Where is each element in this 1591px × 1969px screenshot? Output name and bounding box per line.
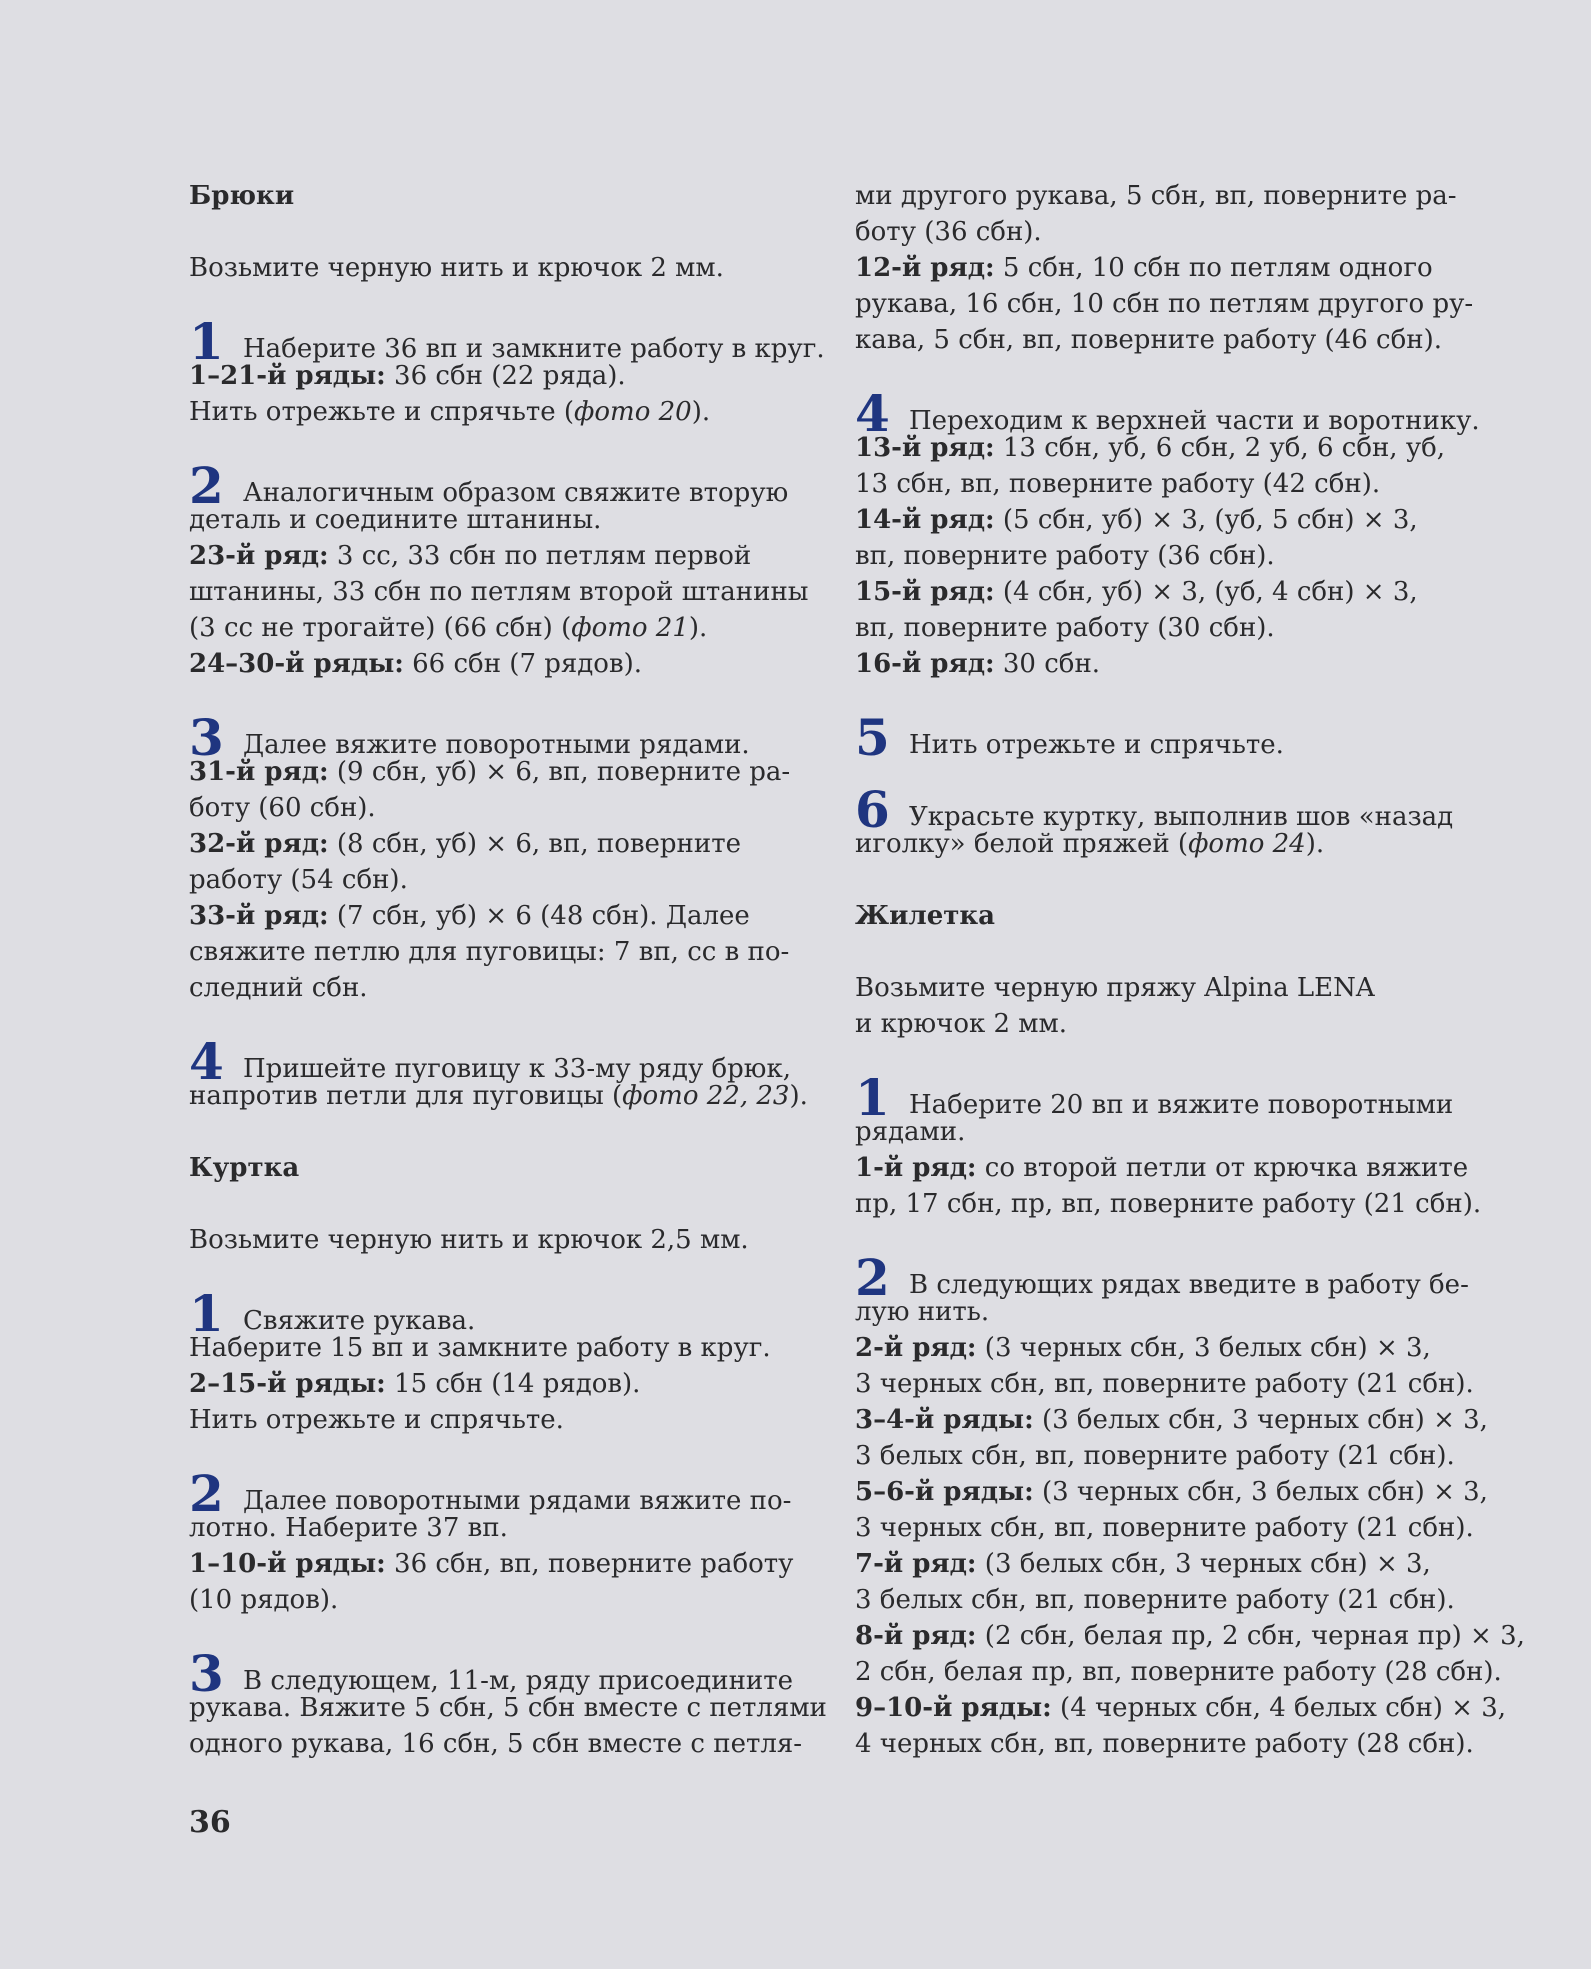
row-label: 9–10-й ряды: <box>855 1693 1052 1723</box>
line-text: 3 белых сбн, вп, поверните работу (21 сбн). <box>855 1585 1455 1615</box>
row-label: 3–4-й ряды: <box>855 1405 1034 1435</box>
section-heading: Жилетка <box>855 901 996 931</box>
text-line <box>189 934 809 970</box>
line-text: лотно. Наберите 37 вп. <box>189 1513 508 1543</box>
step-text: Пришейте пуговицу к 33-му ряду брюк, <box>243 1054 791 1084</box>
text-line <box>855 286 1475 322</box>
spacer <box>855 1042 1475 1078</box>
spacer <box>189 214 809 250</box>
step-number: 1 <box>189 1284 224 1343</box>
line-text: свяжите петлю для пуговицы: 7 вп, сс в по- <box>189 937 790 967</box>
line-text: со второй петли от крючка вяжите <box>976 1153 1469 1183</box>
text-line <box>855 1366 1475 1402</box>
line-text: иголку» белой пряжей ( <box>855 829 1189 859</box>
line-text: (3 белых сбн, 3 черных сбн) × 3, <box>976 1549 1431 1579</box>
line-text: 13 сбн, вп, поверните работу (42 сбн). <box>855 469 1381 499</box>
step-number: 5 <box>855 708 890 767</box>
photo-reference: фото 21 <box>571 613 689 643</box>
line-text: штанины, 33 сбн по петлям второй штанины <box>189 577 809 607</box>
step-line <box>855 1248 1475 1307</box>
text-line <box>189 1402 809 1438</box>
line-text: боту (36 сбн). <box>855 217 1042 247</box>
step-text: В следующем, 11-м, ряду присоедините <box>243 1666 793 1696</box>
line-text: Возьмите черную нить и крючок 2 мм. <box>189 253 724 283</box>
step-text: Украсьте куртку, выполнив шов «назад <box>909 802 1454 832</box>
step-line <box>189 312 825 371</box>
line-text: (2 сбн, белая пр, 2 сбн, черная пр) × 3, <box>976 1621 1525 1651</box>
text-line <box>855 214 1475 250</box>
text-line <box>189 826 809 862</box>
spacer <box>855 862 1475 898</box>
line-text: Нить отрежьте и спрячьте. <box>189 1405 564 1435</box>
line-text: 15 сбн (14 рядов). <box>385 1369 641 1399</box>
left-column <box>189 178 827 1762</box>
text-line <box>855 1546 1475 1582</box>
line-text: (3 черных сбн, 3 белых сбн) × 3, <box>1033 1477 1488 1507</box>
text-line <box>855 1150 1475 1186</box>
row-label: 2–15-й ряды: <box>189 1369 386 1399</box>
text-line <box>189 574 809 610</box>
step-text: Нить отрежьте и спрячьте. <box>909 730 1284 760</box>
text-line <box>189 394 809 430</box>
step-number: 3 <box>189 1644 224 1703</box>
line-text: работу (54 сбн). <box>189 865 408 895</box>
text-line <box>855 1510 1475 1546</box>
line-text: (7 сбн, уб) × 6 (48 сбн). Далее <box>328 901 750 931</box>
spacer <box>189 1006 809 1042</box>
text-line <box>855 250 1475 286</box>
line-text: (3 черных сбн, 3 белых сбн) × 3, <box>976 1333 1431 1363</box>
text-line <box>855 1330 1475 1366</box>
section-heading: Куртка <box>189 1153 300 1183</box>
text-line <box>855 1654 1502 1690</box>
spacer <box>189 1618 809 1654</box>
line-text: (4 черных сбн, 4 белых сбн) × 3, <box>1051 1693 1507 1723</box>
row-label: 33-й ряд: <box>189 901 329 931</box>
line-text: вп, поверните работу (30 сбн). <box>855 613 1275 643</box>
line-text: 36 сбн, вп, поверните работу <box>385 1549 794 1579</box>
line-text: Возьмите черную пряжу Alpina LENA <box>855 973 1375 1003</box>
text-line <box>189 790 809 826</box>
line-text: лую нить. <box>855 1297 990 1327</box>
line-text-tail: ). <box>688 613 708 643</box>
photo-reference: фото 24 <box>1188 829 1306 859</box>
line-text: вп, поверните работу (36 сбн). <box>855 541 1275 571</box>
line-text: 36 сбн (22 ряда). <box>385 361 626 391</box>
text-line <box>855 1186 1482 1222</box>
spacer <box>189 682 809 718</box>
step-number: 4 <box>855 384 890 443</box>
photo-reference: фото 22, 23 <box>622 1081 790 1111</box>
line-text: 13 сбн, уб, 6 сбн, 2 уб, 6 сбн, уб, <box>994 433 1446 463</box>
line-text: рядами. <box>855 1117 966 1147</box>
line-text: напротив петли для пуговицы ( <box>189 1081 623 1111</box>
step-text: Аналогичным образом свяжите вторую <box>243 478 789 508</box>
step-text: Наберите 36 вп и замкните работу в круг. <box>243 334 825 364</box>
step-line <box>189 708 809 767</box>
line-text: 3 белых сбн, вп, поверните работу (21 сбн). <box>855 1441 1455 1471</box>
step-line <box>189 1284 809 1343</box>
text-line <box>855 1006 1475 1042</box>
text-line <box>855 1474 1488 1510</box>
row-label: 13-й ряд: <box>855 433 995 463</box>
row-label: 16-й ряд: <box>855 649 995 679</box>
line-text-tail: ). <box>789 1081 808 1111</box>
step-line <box>855 384 1480 443</box>
line-text: ми другого рукава, 5 сбн, вп, поверните ра- <box>855 181 1457 211</box>
text-line <box>855 1438 1475 1474</box>
step-number: 6 <box>855 780 890 839</box>
step-text: В следующих рядах введите в работу бе- <box>909 1270 1469 1300</box>
step-line <box>189 1464 809 1523</box>
line-text: (3 сс не трогайте) (66 сбн) ( <box>189 613 572 643</box>
text-line <box>855 1726 1475 1762</box>
line-text: 30 сбн. <box>994 649 1101 679</box>
text-line <box>189 1582 809 1618</box>
text-line <box>855 502 1475 538</box>
step-line <box>855 708 1475 767</box>
row-label: 23-й ряд: <box>189 541 329 571</box>
line-text: (5 сбн, уб) × 3, (уб, 5 сбн) × 3, <box>994 505 1418 535</box>
row-label: 1–21-й ряды: <box>189 361 386 391</box>
text-line <box>855 970 1475 1006</box>
text-line <box>855 1402 1488 1438</box>
row-label: 2-й ряд: <box>855 1333 977 1363</box>
text-line <box>855 610 1475 646</box>
line-text: 4 черных сбн, вп, поверните работу (28 сбн). <box>855 1729 1474 1759</box>
text-line <box>855 1582 1475 1618</box>
spacer <box>189 1186 809 1222</box>
row-label: 8-й ряд: <box>855 1621 977 1651</box>
row-label: 15-й ряд: <box>855 577 995 607</box>
line-text: (10 рядов). <box>189 1585 339 1615</box>
step-text: Наберите 20 вп и вяжите поворотными <box>909 1090 1454 1120</box>
right-column <box>855 178 1525 1762</box>
step-text: Переходим к верхней части и воротнику. <box>909 406 1480 436</box>
spacer <box>855 358 1475 394</box>
step-line <box>855 1068 1475 1127</box>
line-text: Нить отрежьте и спрячьте ( <box>189 397 575 427</box>
text-line <box>189 1366 809 1402</box>
step-line <box>855 780 1475 839</box>
row-label: 14-й ряд: <box>855 505 995 535</box>
step-number: 2 <box>855 1248 890 1307</box>
row-label: 31-й ряд: <box>189 757 329 787</box>
line-text: (4 сбн, уб) × 3, (уб, 4 сбн) × 3, <box>994 577 1418 607</box>
step-number: 4 <box>189 1032 224 1091</box>
line-text-tail: ). <box>1305 829 1325 859</box>
photo-reference: фото 20 <box>574 397 692 427</box>
step-number: 1 <box>189 312 224 371</box>
row-label: 5–6-й ряды: <box>855 1477 1034 1507</box>
line-text: (8 сбн, уб) × 6, вп, поверните <box>328 829 741 859</box>
line-text: и крючок 2 мм. <box>855 1009 1067 1039</box>
line-text: 3 сс, 33 сбн по петлям первой <box>328 541 752 571</box>
text-line <box>189 250 809 286</box>
text-line <box>189 538 809 574</box>
section-heading: Брюки <box>189 181 295 211</box>
line-text: боту (60 сбн). <box>189 793 376 823</box>
line-text: рукава, 16 сбн, 10 сбн по петлям другого ру- <box>855 289 1474 319</box>
row-label: 1-й ряд: <box>855 1153 977 1183</box>
text-line <box>855 1618 1525 1654</box>
text-line <box>189 646 809 682</box>
text-line <box>189 898 809 934</box>
line-text: 3 черных сбн, вп, поверните работу (21 сбн). <box>855 1369 1474 1399</box>
step-text: Свяжите рукава. <box>243 1306 476 1336</box>
line-text: одного рукава, 16 сбн, 5 сбн вместе с петля- <box>189 1729 803 1759</box>
line-text: (3 белых сбн, 3 черных сбн) × 3, <box>1033 1405 1488 1435</box>
step-number: 3 <box>189 708 224 767</box>
spacer <box>189 1258 809 1294</box>
text-line <box>855 466 1475 502</box>
text-line <box>855 574 1475 610</box>
line-text: 66 сбн (7 рядов). <box>403 649 643 679</box>
text-line <box>189 970 809 1006</box>
line-text: следний сбн. <box>189 973 368 1003</box>
text-line <box>189 1222 809 1258</box>
line-text: 2 сбн, белая пр, вп, поверните работу (28 сбн). <box>855 1657 1502 1687</box>
text-line <box>189 1546 809 1582</box>
text-line <box>189 610 809 646</box>
step-line <box>189 456 809 515</box>
spacer <box>855 934 1475 970</box>
text-line <box>855 1690 1507 1726</box>
step-line <box>189 1032 809 1091</box>
row-label: 1–10-й ряды: <box>189 1549 386 1579</box>
line-text: Возьмите черную нить и крючок 2,5 мм. <box>189 1225 749 1255</box>
line-text: деталь и соедините штанины. <box>189 505 602 535</box>
row-label: 12-й ряд: <box>855 253 995 283</box>
row-label: 32-й ряд: <box>189 829 329 859</box>
step-line <box>189 1644 809 1703</box>
line-text: пр, 17 сбн, пр, вп, поверните работу (21 сбн). <box>855 1189 1482 1219</box>
line-text: 3 черных сбн, вп, поверните работу (21 сбн). <box>855 1513 1474 1543</box>
text-line <box>855 178 1475 214</box>
step-number: 1 <box>855 1068 890 1127</box>
spacer <box>855 682 1475 718</box>
line-text: 5 сбн, 10 сбн по петлям одного <box>994 253 1433 283</box>
step-number: 2 <box>189 456 224 515</box>
text-line <box>189 862 809 898</box>
row-label: 7-й ряд: <box>855 1549 977 1579</box>
text-line <box>855 538 1475 574</box>
line-text: рукава. Вяжите 5 сбн, 5 сбн вместе с петлями <box>189 1693 827 1723</box>
spacer <box>855 1222 1475 1258</box>
step-text: Далее поворотными рядами вяжите по- <box>243 1486 792 1516</box>
line-text: кава, 5 сбн, вп, поверните работу (46 сбн). <box>855 325 1442 355</box>
page-number: 36 <box>189 1805 231 1840</box>
spacer <box>189 1114 809 1150</box>
spacer <box>189 430 809 466</box>
text-line <box>189 1726 809 1762</box>
row-label: 24–30-й ряды: <box>189 649 404 679</box>
spacer <box>189 1438 809 1474</box>
spacer <box>189 286 809 322</box>
text-line <box>855 322 1475 358</box>
line-text: (9 сбн, уб) × 6, вп, поверните ра- <box>328 757 791 787</box>
line-text-tail: ). <box>691 397 711 427</box>
line-text: Наберите 15 вп и замкните работу в круг. <box>189 1333 771 1363</box>
step-text: Далее вяжите поворотными рядами. <box>243 730 750 760</box>
text-line <box>855 646 1475 682</box>
step-number: 2 <box>189 1464 224 1523</box>
